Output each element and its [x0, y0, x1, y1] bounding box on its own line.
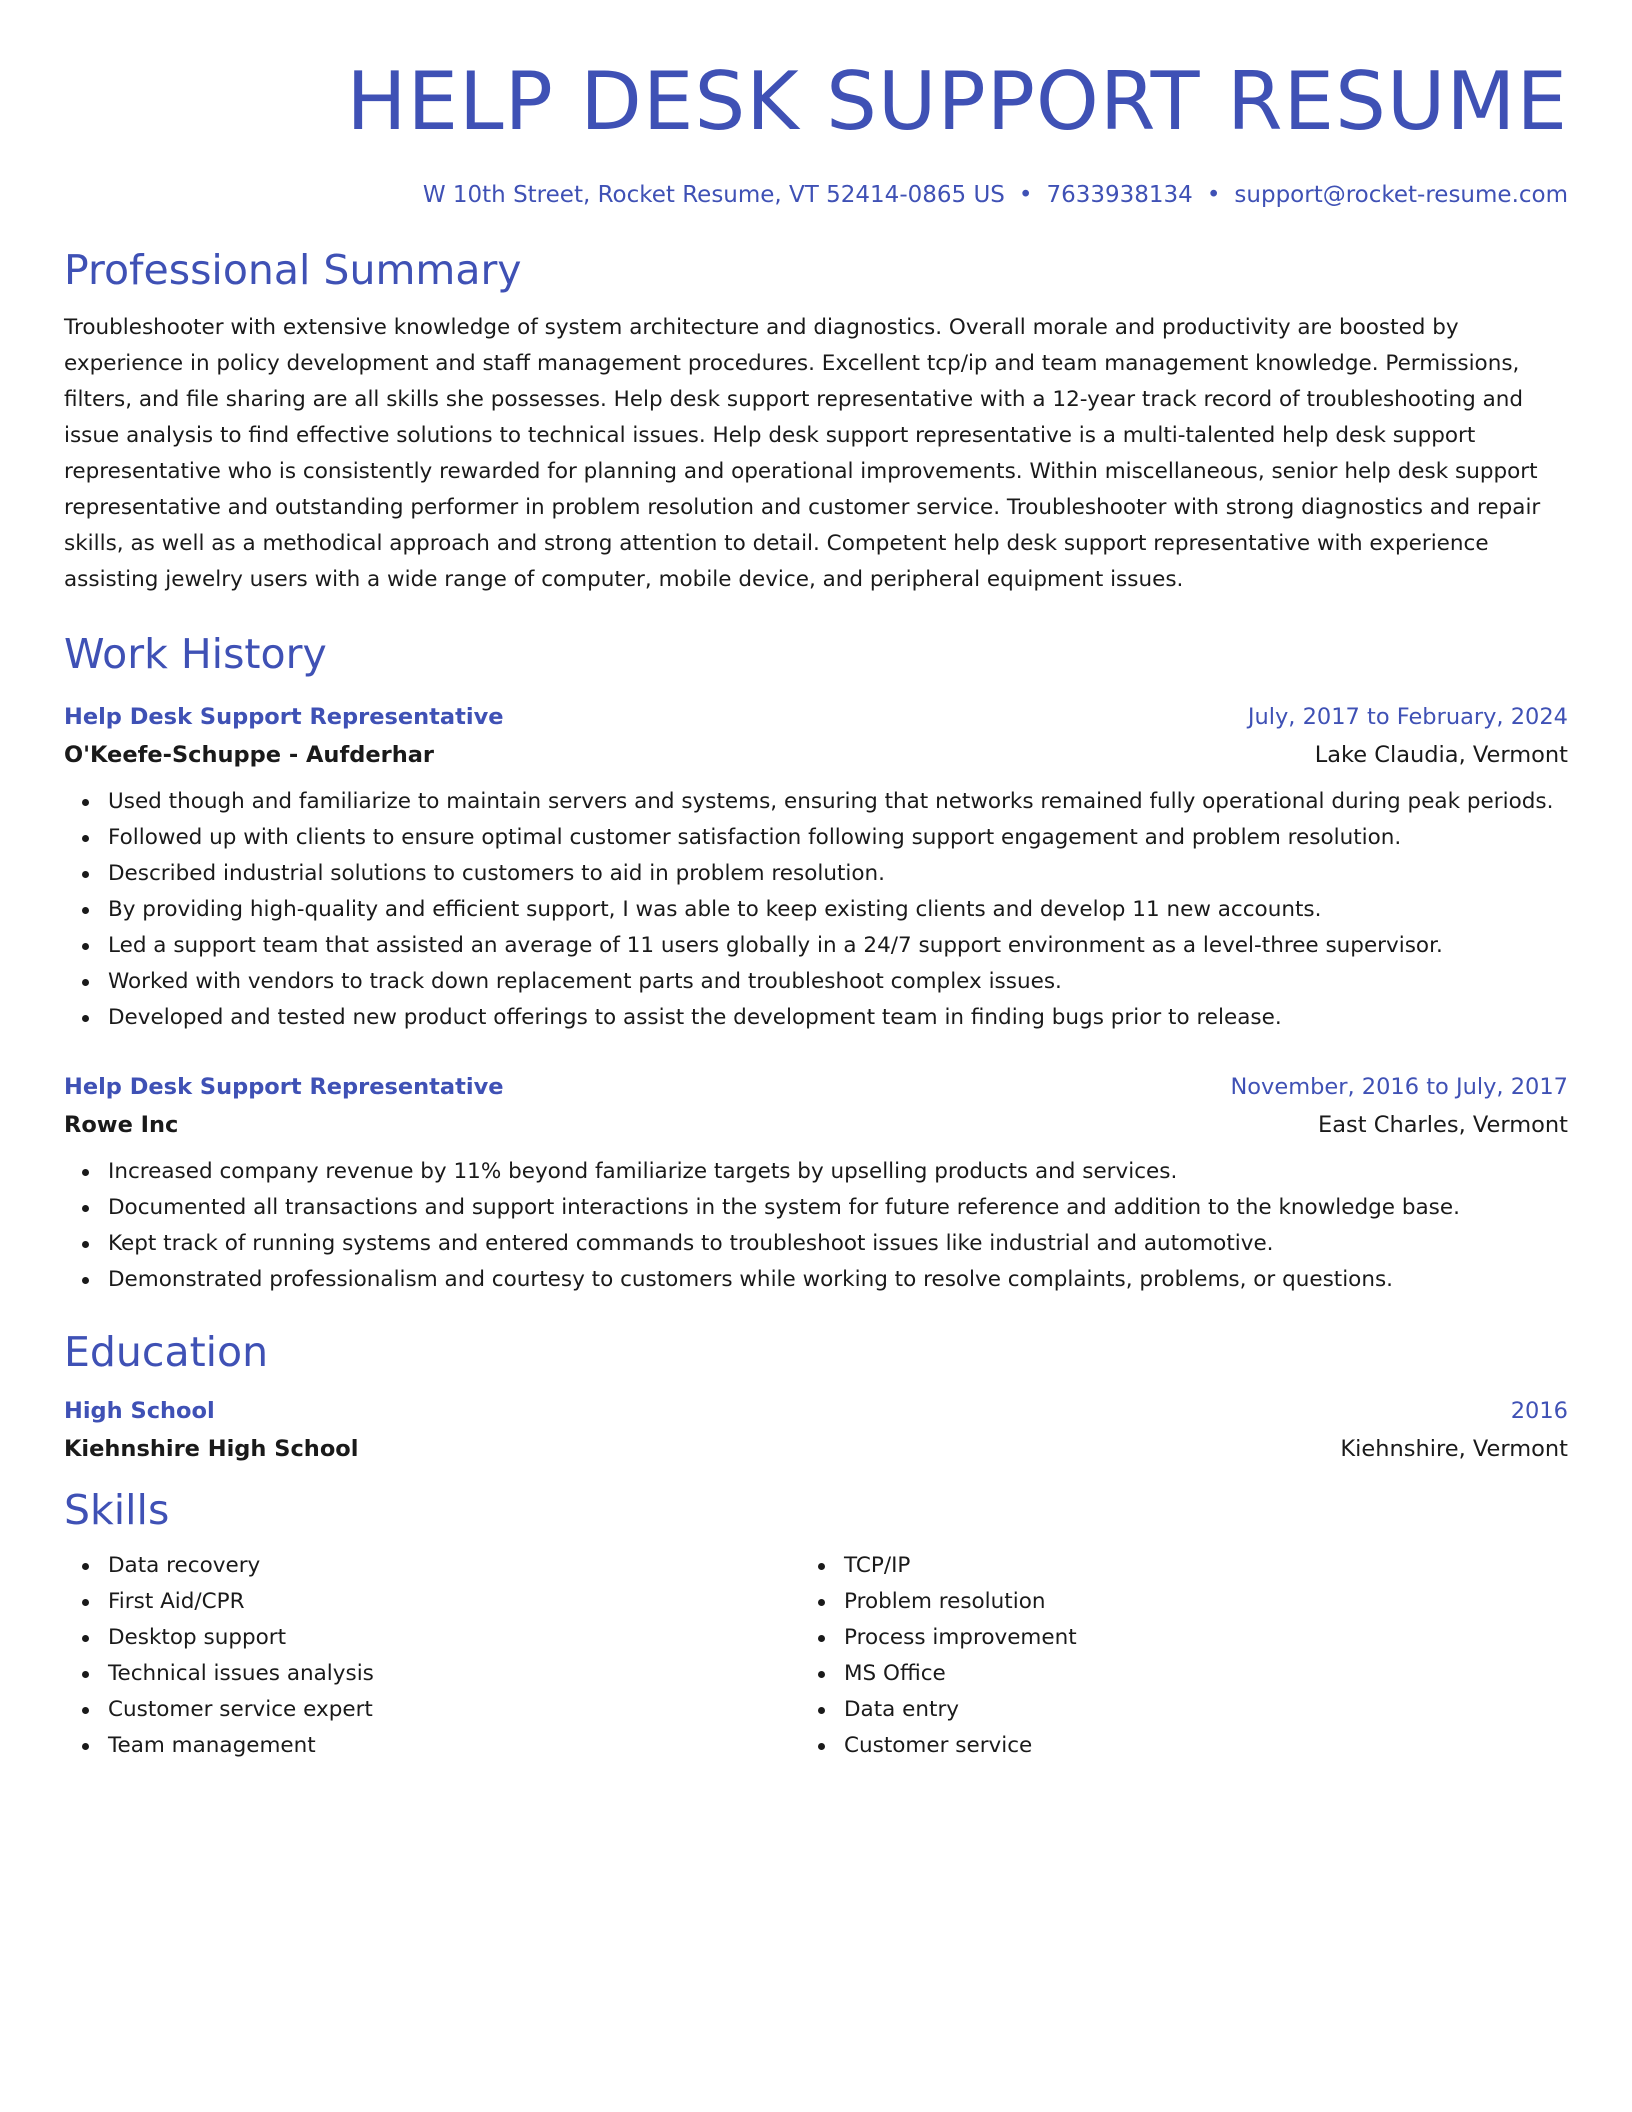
skill-item: TCP/IP — [844, 1548, 1536, 1584]
work-history-section — [64, 628, 1568, 1298]
skill-item: Data recovery — [108, 1548, 800, 1584]
bullet-item: Documented all transactions and support interactions in the system for future reference and addition to the knowledge base. — [108, 1190, 1568, 1226]
job-title-row — [64, 1072, 1568, 1102]
bullet-item: Kept track of running systems and entered commands to troubleshoot issues like industrial and automotive. — [108, 1226, 1568, 1262]
job-title: Help Desk Support Representative — [64, 704, 504, 730]
summary-section — [64, 244, 1568, 598]
section-heading-skills: Skills — [64, 1486, 170, 1534]
education-degree: High School — [64, 1398, 215, 1424]
job-entry — [64, 702, 1568, 1036]
skills-grid — [64, 1548, 1568, 1764]
job-company-row — [64, 732, 1568, 770]
education-location: Kiehnshire, Vermont — [1340, 1436, 1568, 1462]
job-entry — [64, 1072, 1568, 1298]
section-heading-education: Education — [64, 1328, 269, 1376]
education-section — [64, 1326, 1568, 1464]
bullet-item: Developed and tested new product offerings to assist the development team in finding bugs prior to release. — [108, 1000, 1568, 1036]
job-title-row — [64, 702, 1568, 732]
education-entry — [64, 1396, 1568, 1464]
job-location: East Charles, Vermont — [1318, 1112, 1568, 1138]
bullet-item: Used though and familiarize to maintain servers and systems, ensuring that networks remained fully operational during peak periods. — [108, 784, 1568, 820]
contact-separator: • — [1018, 182, 1033, 208]
skills-column-left — [64, 1548, 800, 1764]
bullet-item: Followed up with clients to ensure optimal customer satisfaction following support engagement and problem resolution. — [108, 820, 1568, 856]
bullet-item: By providing high-quality and efficient support, I was able to keep existing clients and develop 11 new accounts. — [108, 892, 1568, 928]
education-degree-row — [64, 1396, 1568, 1426]
skills-section — [64, 1484, 1568, 1764]
education-school-row — [64, 1426, 1568, 1464]
skill-item: Desktop support — [108, 1620, 800, 1656]
job-location: Lake Claudia, Vermont — [1314, 742, 1568, 768]
job-bullets — [64, 784, 1568, 1036]
contact-address: W 10th Street, Rocket Resume, VT 52414-0865 US — [422, 182, 1005, 208]
job-company-row — [64, 1102, 1568, 1140]
resume-title: HELP DESK SUPPORT RESUME — [346, 55, 1568, 148]
bullet-item: Led a support team that assisted an average of 11 users globally in a 24/7 support environment as a level-three supervisor. — [108, 928, 1568, 964]
section-heading-work-history: Work History — [64, 630, 327, 678]
skills-list-left — [64, 1548, 800, 1764]
resume-header — [64, 52, 1568, 210]
job-dates: November, 2016 to July, 2017 — [1230, 1074, 1568, 1100]
skill-item: First Aid/CPR — [108, 1584, 800, 1620]
education-year: 2016 — [1510, 1398, 1568, 1424]
skill-item: Technical issues analysis — [108, 1656, 800, 1692]
bullet-item: Worked with vendors to track down replacement parts and troubleshoot complex issues. — [108, 964, 1568, 1000]
bullet-item: Demonstrated professionalism and courtesy to customers while working to resolve complaints, problems, or questions. — [108, 1262, 1568, 1298]
job-bullets — [64, 1154, 1568, 1298]
job-dates: July, 2017 to February, 2024 — [1247, 704, 1568, 730]
skill-item: MS Office — [844, 1656, 1536, 1692]
skills-list-right — [800, 1548, 1536, 1764]
summary-text: Troubleshooter with extensive knowledge of system architecture and diagnostics. Overall morale and productivity are boosted by experience in policy development and staff management procedures. Excellent tcp/ip and team management knowledge. Permissions, filters, and file sharing are all skills she possesses. Help desk support representative with a 12-year track record of troubleshooting and issue analysis to find effective solutions to technical issues. Help desk support representative is a multi-talented help desk support representative who is consistently rewarded for planning and operational improvements. Within miscellaneous, senior help desk support representative and outstanding performer in problem resolution and customer service. Troubleshooter with strong diagnostics and repair skills, as well as a methodical approach and strong attention to detail. Competent help desk support representative with experience assisting jewelry users with a wide range of computer, mobile device, and peripheral equipment issues. — [64, 315, 1541, 592]
job-company: O'Keefe-Schuppe - Aufderhar — [64, 742, 434, 768]
skill-item: Process improvement — [844, 1620, 1536, 1656]
skill-item: Problem resolution — [844, 1584, 1536, 1620]
job-company: Rowe Inc — [64, 1112, 179, 1138]
skills-column-right — [800, 1548, 1536, 1764]
job-title: Help Desk Support Representative — [64, 1074, 504, 1100]
skill-item: Team management — [108, 1728, 800, 1764]
contact-phone: 7633938134 — [1046, 182, 1193, 208]
skill-item: Data entry — [844, 1692, 1536, 1728]
bullet-item: Described industrial solutions to customers to aid in problem resolution. — [108, 856, 1568, 892]
contact-line — [64, 180, 1568, 210]
skill-item: Customer service expert — [108, 1692, 800, 1728]
bullet-item: Increased company revenue by 11% beyond familiarize targets by upselling products and services. — [108, 1154, 1568, 1190]
section-heading-summary: Professional Summary — [64, 246, 522, 294]
contact-email: support@rocket-resume.com — [1234, 182, 1568, 208]
education-school: Kiehnshire High School — [64, 1436, 359, 1462]
contact-separator: • — [1206, 182, 1221, 208]
skill-item: Customer service — [844, 1728, 1536, 1764]
